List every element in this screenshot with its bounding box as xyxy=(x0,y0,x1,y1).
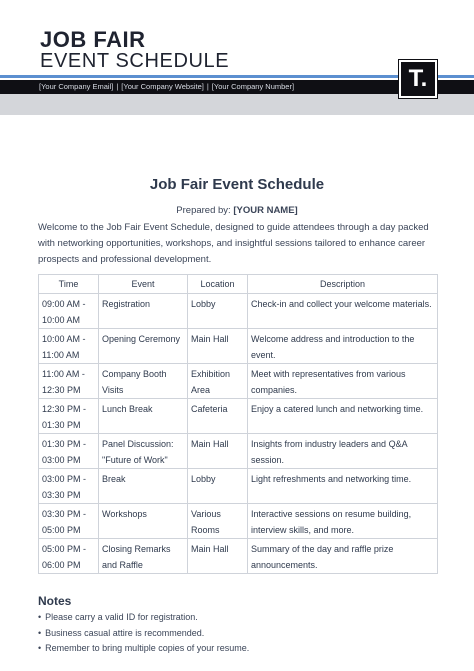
cell-time: 03:00 PM - 03:30 PM xyxy=(39,469,99,504)
company-website: [Your Company Website] xyxy=(121,82,204,91)
header-location: Location xyxy=(188,275,248,294)
table-row xyxy=(39,504,438,539)
separator: | xyxy=(206,82,209,91)
cell-time: 09:00 AM - 10:00 AM xyxy=(39,294,99,329)
contact-list xyxy=(39,80,294,94)
cell-location: Lobby xyxy=(188,469,248,504)
cell-time: 03:30 PM - 05:00 PM xyxy=(39,504,99,539)
cell-time: 10:00 AM - 11:00 AM xyxy=(39,329,99,364)
cell-location: Cafeteria xyxy=(188,399,248,434)
cell-location: Main Hall xyxy=(188,434,248,469)
cell-event: Break xyxy=(99,469,188,504)
cell-event: Company Booth Visits xyxy=(99,364,188,399)
table-header-row xyxy=(39,275,438,294)
cell-location: Main Hall xyxy=(188,329,248,364)
table-row xyxy=(39,364,438,399)
cell-description: Check-in and collect your welcome materials. xyxy=(248,294,438,329)
cell-description: Welcome address and introduction to the event. xyxy=(248,329,438,364)
cell-location: Main Hall xyxy=(188,539,248,574)
table-row xyxy=(39,399,438,434)
table-row xyxy=(39,434,438,469)
logo-letter: T. xyxy=(408,65,428,92)
cell-event: Registration xyxy=(99,294,188,329)
list-item: • Please carry a valid ID for registration. xyxy=(38,610,249,626)
cell-description: Meet with representatives from various companies. xyxy=(248,364,438,399)
separator: | xyxy=(116,82,119,91)
document-title: Job Fair Event Schedule xyxy=(149,176,325,193)
cell-event: Closing Remarks and Raffle xyxy=(99,539,188,574)
notes-heading: Notes xyxy=(38,594,72,608)
company-email: [Your Company Email] xyxy=(39,82,114,91)
cell-event: Panel Discussion: "Future of Work" xyxy=(99,434,188,469)
list-item: • Business casual attire is recommended. xyxy=(38,626,249,642)
table-row xyxy=(39,329,438,364)
cell-location: Exhibition Area xyxy=(188,364,248,399)
header-description: Description xyxy=(248,275,438,294)
company-logo-icon xyxy=(399,60,437,98)
prepared-by xyxy=(0,205,474,217)
list-item: • Remember to bring multiple copies of your resume. xyxy=(38,641,249,657)
table-row xyxy=(39,294,438,329)
intro-paragraph: Welcome to the Job Fair Event Schedule, designed to guide attendees through a day packed with networking opportunities, workshops, and insightful sessions tailored to enhance career prospects and professional development. xyxy=(38,222,429,265)
table-row xyxy=(39,469,438,504)
cell-description: Light refreshments and networking time. xyxy=(248,469,438,504)
prepared-name: [YOUR NAME] xyxy=(233,205,298,216)
cell-event: Lunch Break xyxy=(99,399,188,434)
header-event: Event xyxy=(99,275,188,294)
cell-description: Insights from industry leaders and Q&A session. xyxy=(248,434,438,469)
cell-event: Workshops xyxy=(99,504,188,539)
notes-list xyxy=(38,610,249,657)
header-title: JOB FAIR xyxy=(40,27,146,52)
cell-time: 11:00 AM - 12:30 PM xyxy=(39,364,99,399)
cell-time: 12:30 PM - 01:30 PM xyxy=(39,399,99,434)
cell-time: 01:30 PM - 03:00 PM xyxy=(39,434,99,469)
cell-location: Various Rooms xyxy=(188,504,248,539)
schedule-table xyxy=(38,274,438,574)
header-time: Time xyxy=(39,275,99,294)
header-subtitle: EVENT SCHEDULE xyxy=(40,50,230,72)
cell-event: Opening Ceremony xyxy=(99,329,188,364)
cell-description: Interactive sessions on resume building, interview skills, and more. xyxy=(248,504,438,539)
prepared-label: Prepared by: xyxy=(176,205,231,216)
company-number: [Your Company Number] xyxy=(211,82,295,91)
cell-description: Enjoy a catered lunch and networking time. xyxy=(248,399,438,434)
cell-time: 05:00 PM - 06:00 PM xyxy=(39,539,99,574)
cell-description: Summary of the day and raffle prize announcements. xyxy=(248,539,438,574)
table-row xyxy=(39,539,438,574)
cell-location: Lobby xyxy=(188,294,248,329)
document-header xyxy=(0,0,474,115)
